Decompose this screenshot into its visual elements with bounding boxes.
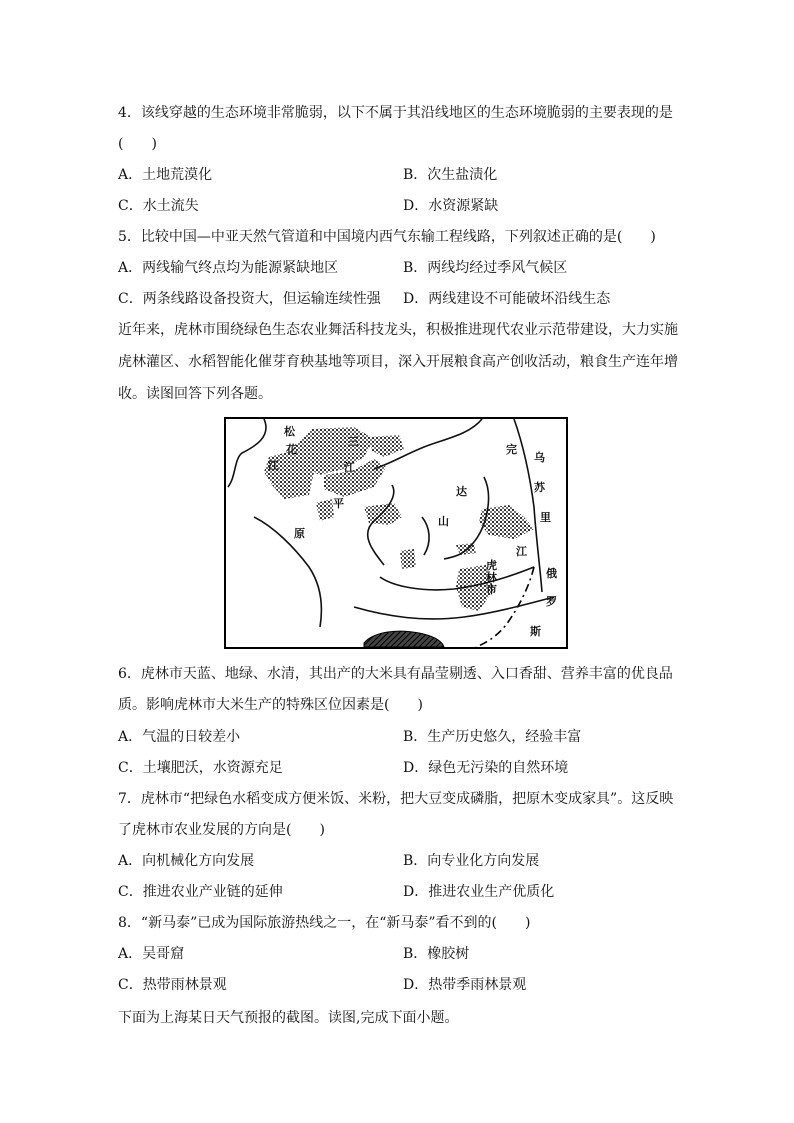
passage-line3: 收。读图回答下列各题。 [118, 386, 272, 402]
label-ping: 平 [333, 497, 344, 510]
q7-option-c: C．推进农业产业链的延伸 [118, 884, 283, 900]
q4-option-b: B．次生盐渍化 [403, 167, 498, 183]
q4-answer-blank: ( ) [118, 136, 157, 152]
q5-option-d: D．两线建设不可能破坏沿线生态 [403, 291, 611, 307]
q6-option-b: B．生产历史悠久，经验丰富 [403, 729, 582, 745]
q6-option-a: A．气温的日较差小 [118, 729, 241, 745]
passage-line1: 近年来，虎林市围绕绿色生态农业舞活科技龙头，积极推进现代农业示范带建设，大力实施 [118, 322, 678, 338]
label-lin: 林 [486, 571, 497, 584]
q5-option-a: A．两线输气终点均为能源紧缺地区 [118, 260, 339, 276]
label-e: 俄 [546, 567, 557, 580]
q8-option-c: C．热带雨林景观 [118, 977, 227, 993]
q8-option-d: D．热带季雨林景观 [403, 977, 527, 993]
label-su: 苏 [534, 481, 545, 494]
label-jiang-left: 江 [268, 459, 279, 472]
label-wan: 完 [506, 443, 517, 456]
q4-option-c: C．水土流失 [118, 198, 199, 214]
q7-option-d: D．推进农业生产优质化 [403, 884, 555, 900]
q7-option-b: B．向专业化方向发展 [403, 853, 540, 869]
q5-option-b: B．两线均经过季风气候区 [403, 260, 568, 276]
q6-stem-line2: 质。影响虎林市大米生产的特殊区位因素是( ) [118, 697, 423, 713]
label-hua: 花 [286, 443, 297, 456]
q8-option-a: A．吴哥窟 [118, 946, 185, 962]
passage-line2: 虎林灌区、水稻智能化催芽育秧基地等项目，深入开展粮食高产创收活动，粮食生产连年增 [118, 354, 678, 370]
q7-stem-line1: 7．虎林市“把绿色水稻变成方便米饭、米粉，把大豆变成磷脂，把原木变成家具”。这反映 [118, 791, 674, 807]
label-yuan: 原 [294, 527, 305, 540]
label-hu: 虎 [486, 559, 497, 572]
q4-option-a: A．土地荒漠化 [118, 167, 213, 183]
label-li: 里 [540, 511, 551, 524]
q4-option-d: D．水资源紧缺 [403, 198, 499, 214]
q6-option-c: C．土壤肥沃，水资源充足 [118, 760, 283, 776]
label-da: 达 [456, 485, 467, 498]
next-section-intro: 下面为上海某日天气预报的截图。读图,完成下面小题。 [118, 1010, 459, 1026]
sanjiang-plain-map [224, 417, 568, 649]
q5-stem: 5．比较中国—中亚天然气管道和中国境内西气东输工程线路，下列叙述正确的是( ) [118, 229, 656, 245]
label-shan: 山 [438, 515, 449, 528]
q5-option-c: C．两条线路设备投资大，但运输连续性强 [118, 291, 381, 307]
q6-option-d: D．绿色无污染的自然环境 [403, 760, 569, 776]
label-si: 斯 [530, 625, 541, 638]
label-luo: 罗 [546, 595, 557, 608]
label-jiang-mid: 江 [344, 461, 355, 474]
q7-option-a: A．向机械化方向发展 [118, 853, 255, 869]
q8-option-b: B．橡胶树 [403, 946, 470, 962]
label-wu: 乌 [534, 451, 545, 464]
q4-stem-line1: 4．该线穿越的生态环境非常脆弱，以下不属于其沿线地区的生态环境脆弱的主要表现的是 [118, 105, 673, 121]
label-jiang-right: 江 [516, 545, 527, 558]
label-shi: 市 [486, 583, 497, 596]
q8-stem: 8．“新马泰”已成为国际旅游热线之一，在“新马泰”看不到的( ) [118, 915, 531, 931]
label-song: 松 [284, 425, 295, 438]
q6-stem-line1: 6．虎林市天蓝、地绿、水清，其出产的大米具有晶莹剔透、入口香甜、营养丰富的优良品 [118, 666, 673, 682]
label-san: 三 [348, 435, 359, 448]
q7-stem-line2: 了虎林市农业发展的方向是( ) [118, 822, 325, 838]
